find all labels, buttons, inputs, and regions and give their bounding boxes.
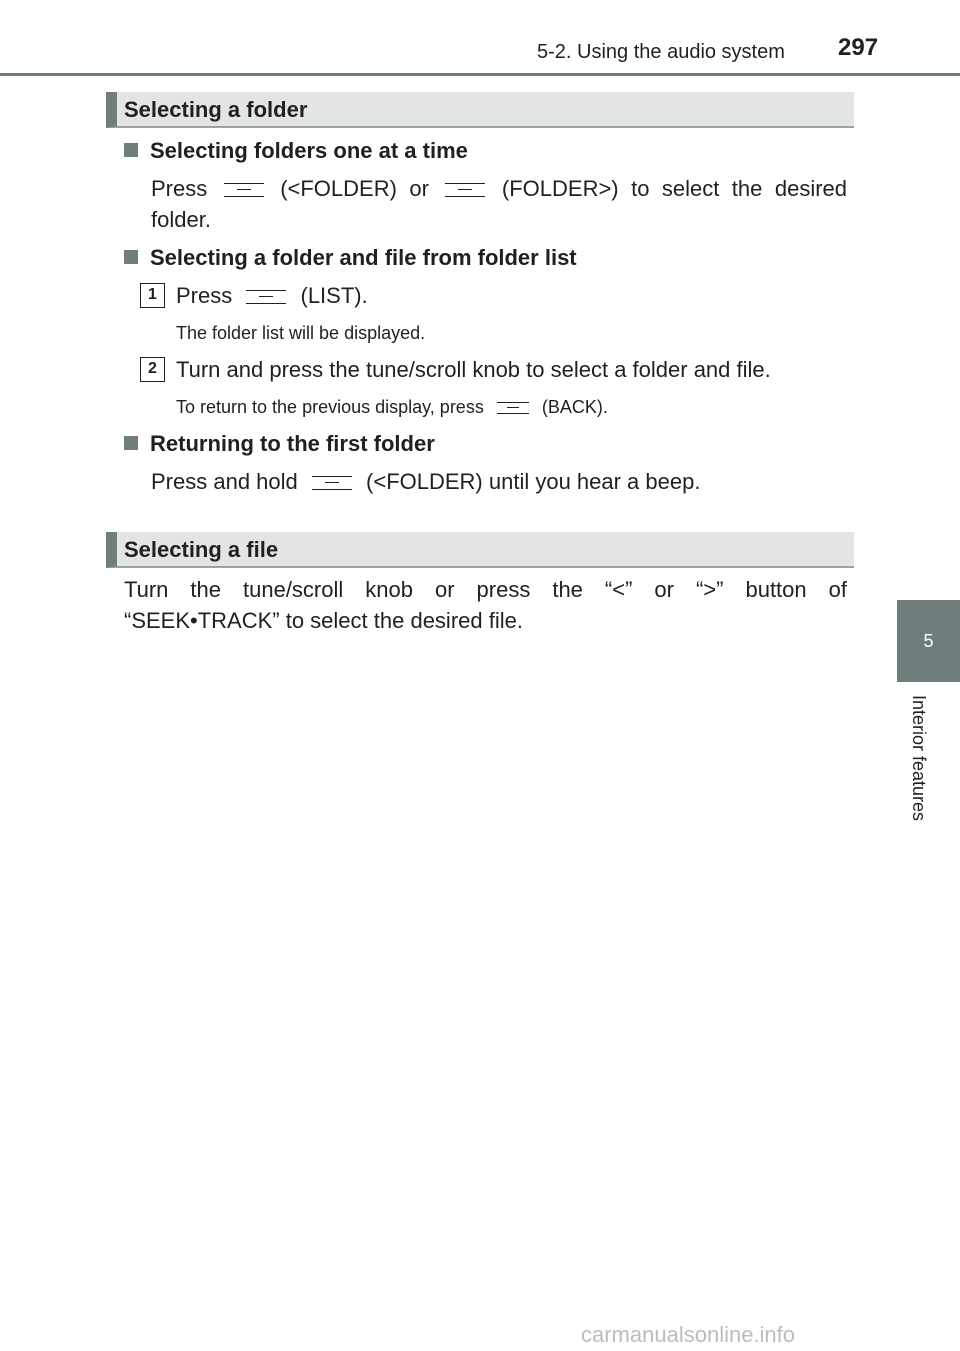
step-number-1: 1 bbox=[140, 283, 165, 308]
folder-prev-button-icon bbox=[312, 476, 352, 490]
text-folder-prev: (<FOLDER) or bbox=[280, 176, 429, 201]
chapter-tab bbox=[897, 600, 960, 682]
square-bullet-icon bbox=[124, 143, 138, 157]
note-suffix: (BACK). bbox=[541, 397, 608, 417]
section-bar-selecting-folder bbox=[106, 92, 854, 128]
text-press-hold: Press and hold bbox=[151, 469, 298, 494]
step-2-note bbox=[176, 396, 608, 418]
square-bullet-icon bbox=[124, 436, 138, 450]
paragraph-file-line-1: Turn the tune/scroll knob or press the “<” or “>” button of bbox=[124, 577, 847, 602]
section-bar-selecting-file bbox=[106, 532, 854, 568]
subheading-text: Selecting folders one at a time bbox=[150, 138, 468, 163]
text-press: Press bbox=[176, 283, 233, 308]
paragraph-folder-word: folder. bbox=[151, 207, 211, 232]
folder-next-button-icon bbox=[445, 183, 485, 197]
subheading-first-folder bbox=[124, 431, 435, 457]
text-list: (LIST). bbox=[300, 283, 368, 308]
paragraph-folder-buttons bbox=[151, 173, 847, 204]
chapter-number: 5 bbox=[923, 630, 934, 651]
watermark: carmanualsonline.info bbox=[581, 1322, 796, 1347]
paragraph-file-line-2: “SEEK•TRACK” to select the desired file. bbox=[124, 608, 523, 633]
subheading-one-at-a-time bbox=[124, 138, 468, 164]
step-2-text: Turn and press the tune/scroll knob to select a folder and file. bbox=[176, 357, 771, 382]
subheading-from-list bbox=[124, 245, 577, 271]
folder-prev-button-icon bbox=[224, 183, 264, 197]
header-divider bbox=[0, 73, 960, 76]
list-button-icon bbox=[246, 290, 286, 304]
step-1-note: The folder list will be displayed. bbox=[176, 323, 426, 343]
paragraph-first-folder bbox=[151, 466, 700, 497]
back-button-icon bbox=[497, 402, 529, 414]
text-folder-next: (FOLDER>) to select the desired bbox=[501, 176, 847, 201]
page-number: 297 bbox=[838, 34, 879, 61]
header-section-title: 5-2. Using the audio system bbox=[537, 41, 785, 63]
section-title: Selecting a folder bbox=[124, 97, 308, 122]
text-press: Press bbox=[151, 176, 208, 201]
section-title: Selecting a file bbox=[124, 537, 279, 562]
step-number-2: 2 bbox=[140, 357, 165, 382]
note-prefix: To return to the previous display, press bbox=[176, 397, 484, 417]
square-bullet-icon bbox=[124, 250, 138, 264]
subheading-text: Returning to the first folder bbox=[150, 431, 435, 456]
subheading-text: Selecting a folder and file from folder list bbox=[150, 245, 577, 270]
step-1-text bbox=[176, 280, 368, 311]
text-until-beep: (<FOLDER) until you hear a beep. bbox=[366, 469, 701, 494]
chapter-title: Interior features bbox=[909, 695, 929, 822]
